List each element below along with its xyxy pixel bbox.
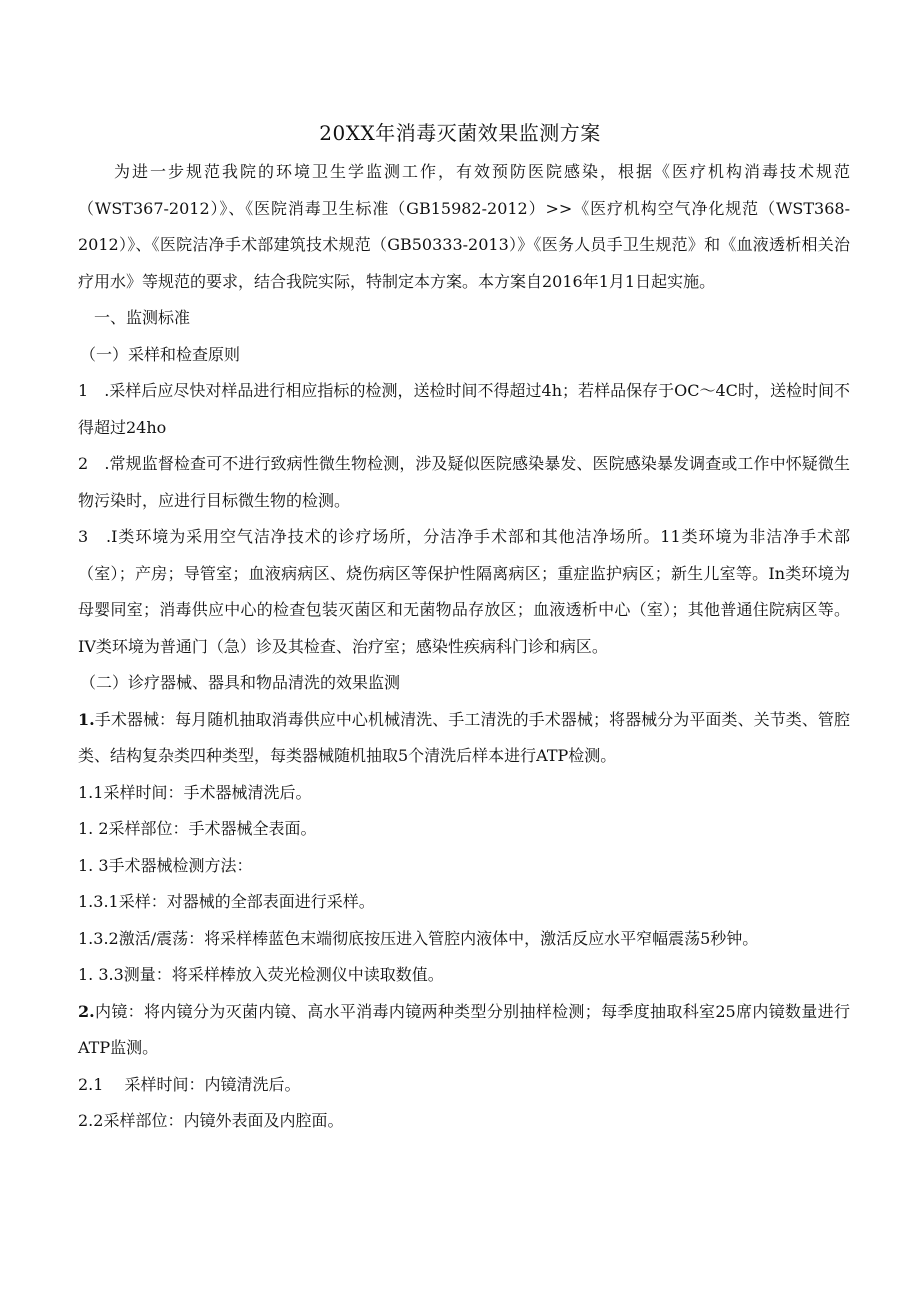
list-item: 1. 3手术器械检测方法： [78, 855, 253, 875]
subsection-heading: （二）诊疗器械、器具和物品清洗的效果监测 [80, 673, 401, 692]
paragraph: 2 .常规监督检查可不进行致病性微生物检测，涉及疑似医院感染暴发、医院感染暴发调查或工作中怀疑微生物污染时，应进行目标微生物的检测。 [78, 454, 850, 510]
item-text: 手术器械：每月随机抽取消毒供应中心机械清洗、手工清洗的手术器械；将器械分为平面类、关节类、管腔类、结构复杂类四种类型，每类器械随机抽取5个清洗后样本进行ATP检测。 [78, 709, 850, 765]
subsection-heading: （一）采样和检查原则 [80, 344, 241, 364]
list-item: 1.1采样时间：手术器械清洗后。 [78, 782, 312, 802]
list-item: 1.3.1采样：对器械的全部表面进行采样。 [78, 892, 375, 911]
intro-paragraph: 为进一步规范我院的环境卫生学监测工作，有效预防医院感染，根据《医疗机构消毒技术规范（WST367-2012）》、《医院消毒卫生标准（GB15982-2012）>>《医疗机构空气净化规范（WST368-2012）》、《医院洁净手术部建筑技术规范（GB50333-2013）》《医务人员手卫生规范》和《血液透析相关治疗用水》等规范的要求，结合我院实际，特制定本方案。本方案自2016年1月1日起实施。 [78, 162, 850, 291]
list-item: 1. 3.3测量：将采样棒放入荧光检测仪中读取数值。 [78, 965, 444, 984]
list-item [78, 702, 850, 775]
section-heading: 一、监测标准 [94, 308, 191, 327]
list-item: 2.1 采样时间：内镜清洗后。 [78, 1074, 301, 1094]
item-number: 1. [78, 709, 95, 729]
paragraph: 1 .采样后应尽快对样品进行相应指标的检测，送检时间不得超过4h；若样品保存于OC～4C时，送检时间不得超过24ho [78, 381, 850, 437]
document-body [78, 154, 850, 1140]
list-item: 1. 2采样部位：手术器械全表面。 [78, 819, 317, 838]
page-title: 20XX年消毒灭菌效果监测方案 [319, 121, 601, 145]
paragraph: 3 .I类环境为采用空气洁净技术的诊疗场所，分洁净手术部和其他洁净场所。11类环境为非洁净手术部（室）；产房；导管室；血液病病区、烧伤病区等保护性隔离病区；重症监护病区；新生儿室等。In类环境为母婴同室；消毒供应中心的检查包装灭菌区和无菌物品存放区；血液透析中心（室）；其他普通住院病区等。IV类环境为普通门（急）诊及其检查、治疗室；感染性疾病科门诊和病区。 [78, 527, 850, 656]
item-number: 2. [78, 1001, 95, 1021]
list-item: 1.3.2激活/震荡：将采样棒蓝色末端彻底按压进入管腔内液体中，激活反应水平窄幅震荡5秒钟。 [78, 928, 759, 948]
list-item [78, 994, 850, 1067]
list-item: 2.2采样部位：内镜外表面及内腔面。 [78, 1111, 344, 1130]
item-text: 内镜：将内镜分为灭菌内镜、高水平消毒内镜两种类型分别抽样检测；每季度抽取科室25席内镜数量进行ATP监测。 [78, 1001, 850, 1057]
